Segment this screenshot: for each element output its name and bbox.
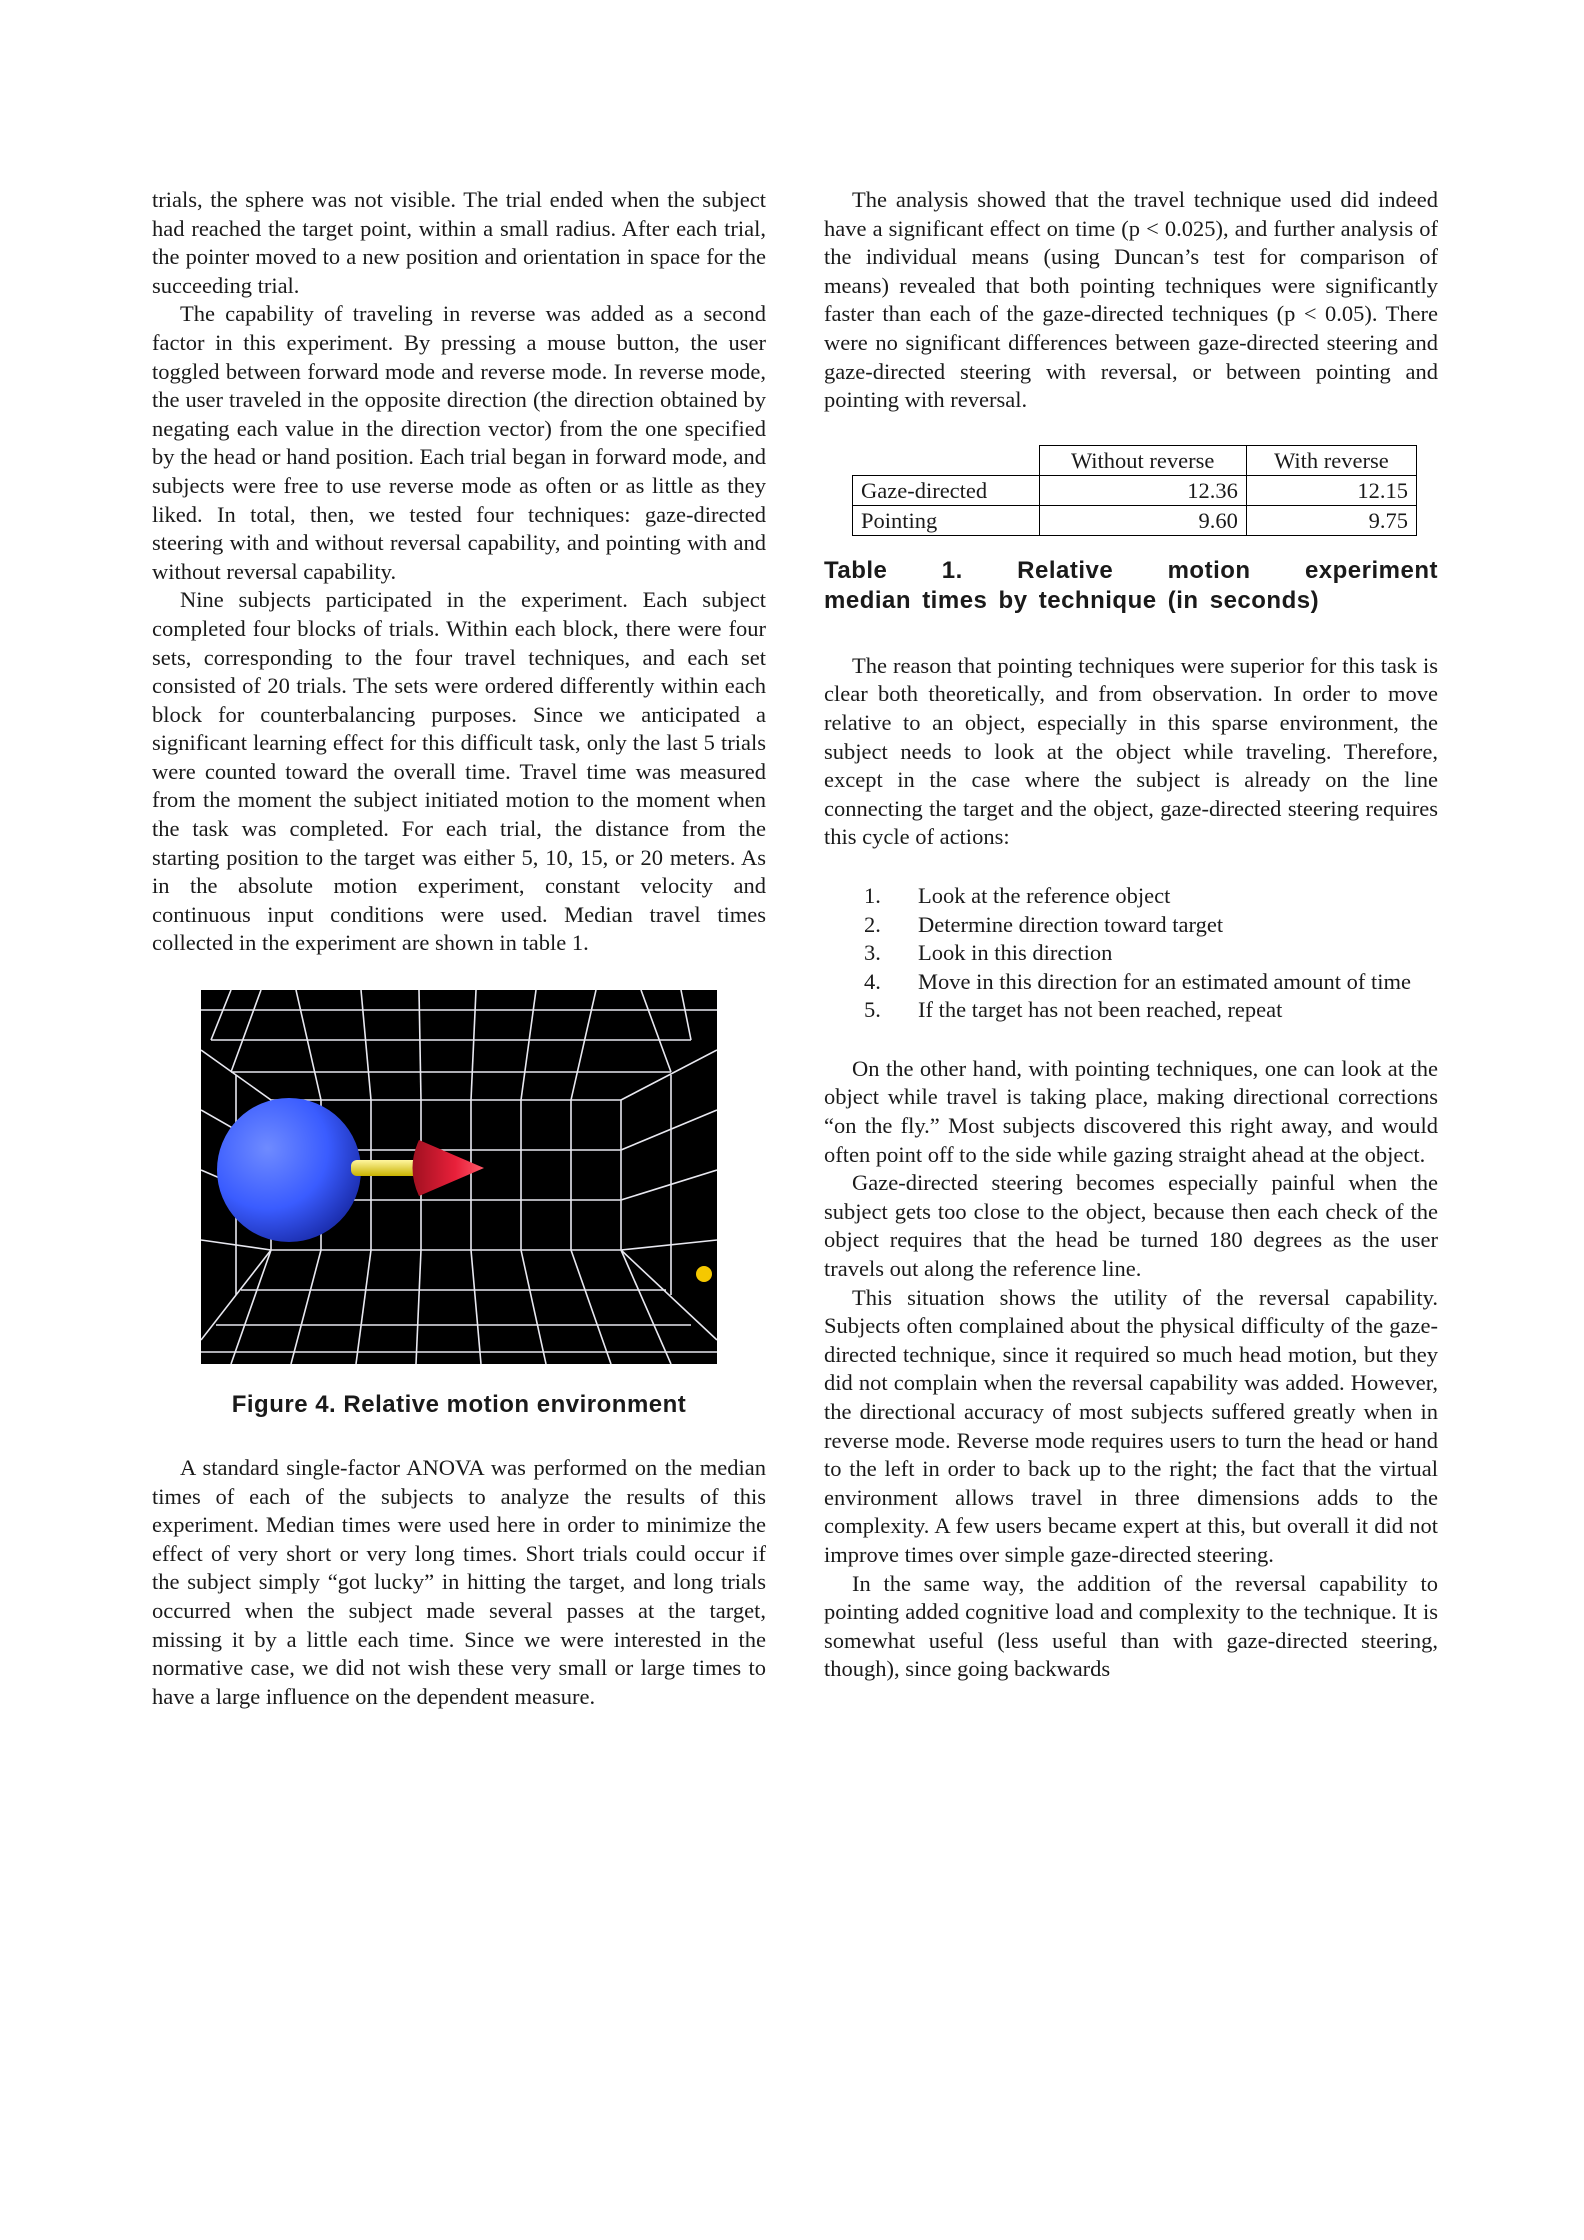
table-header-cell: Without reverse: [1039, 445, 1246, 475]
arrow-shaft: [351, 1160, 423, 1176]
table-corner-cell: [853, 445, 1040, 475]
list-number: 1.: [864, 882, 881, 908]
table-row-label: Pointing: [853, 505, 1040, 535]
action-steps-list: [824, 882, 1438, 1025]
figure-relative-motion-environment: [201, 990, 717, 1364]
results-table: [852, 445, 1417, 536]
paragraph: The capability of traveling in reverse was added as a second factor in this experiment. By pressing a mouse button, the user toggled between forward mode and reverse mode. In reverse mode, the user traveled in the opposite direction (the direction obtained by negating each value in the direction vector) from the one specified by the head or hand position. Each trial began in forward mode, and subjects were free to use reverse mode as often or as little as they liked. In total, then, we tested four techniques: gaze-directed steering with and without reversal capability, and pointing with and without reversal capability.: [152, 301, 766, 584]
figure-caption: Figure 4. Relative motion environment: [231, 1391, 687, 1419]
table-row: [853, 475, 1417, 505]
figure-render: [201, 990, 717, 1364]
paragraph: In the same way, the addition of the reversal capability to pointing added cognitive load and complexity to the technique. It is somewhat useful (less useful than with gaze-directed steering, though), since going backwards: [824, 1570, 1438, 1682]
list-number: 2.: [864, 911, 881, 937]
list-text: Move in this direction for an estimated amount of time: [918, 968, 1412, 994]
list-text: Look in this direction: [918, 940, 1113, 966]
table-caption-line: median times by technique (in seconds): [824, 586, 1320, 614]
list-item: [824, 968, 1438, 997]
table-header-cell: With reverse: [1246, 445, 1416, 475]
list-number: 5.: [864, 997, 881, 1023]
list-text: Look at the reference object: [918, 882, 1171, 908]
table-header-row: [853, 445, 1417, 475]
list-text: If the target has not been reached, repeat: [918, 997, 1283, 1023]
list-number: 3.: [864, 940, 881, 966]
table-cell: 9.75: [1246, 505, 1416, 535]
paragraph: On the other hand, with pointing techniques, one can look at the object while travel is taking place, making directional corrections “on the fly.” Most subjects discovered this right away, and would often point off to the side while gazing straight ahead at the object.: [824, 1055, 1438, 1167]
paragraph: trials, the sphere was not visible. The trial ended when the subject had reached the target point, within a small radius. After each trial, the pointer moved to a new position and orientation in space for the succeeding trial.: [152, 187, 766, 298]
table-cell: 12.15: [1246, 475, 1416, 505]
paragraph: This situation shows the utility of the reversal capability. Subjects often complained about the physical difficulty of the gaze-directed technique, since it required so much head motion, but they did not complain when the reversal capability was added. However, the directional accuracy of most subjects suffered greatly when in reverse mode. Reverse mode requires users to turn the head or hand to the left in order to back up to the right; the fact that the virtual environment allows travel in three dimensions adds to the complexity. A few users became expert at this, but overall it did not improve times over simple gaze-directed steering.: [824, 1284, 1438, 1567]
list-item: [824, 996, 1438, 1025]
paragraph: Nine subjects participated in the experiment. Each subject completed four blocks of trials. Within each block, there were four sets, corresponding to the four travel techniques, and each set consisted of 20 trials. The sets were ordered differently within each block for counterbalancing purposes. Since we anticipated a significant learning effect for this difficult task, only the last 5 trials were counted toward the overall time. Travel time was measured from the moment the subject initiated motion to the moment when the task was completed. For each trial, the distance from the starting position to the target was either 5, 10, 15, or 20 meters. As in the absolute motion experiment, constant velocity and continuous input conditions were used. Median travel times collected in the experiment are shown in table 1.: [152, 587, 766, 956]
sphere-object: [217, 1098, 361, 1242]
list-item: [824, 939, 1438, 968]
list-number: 4.: [864, 968, 881, 994]
paragraph: A standard single-factor ANOVA was performed on the median times of each of the subjects to analyze the results of this experiment. Median times were used here in order to minimize the effect of very short or very long times. Short trials could occur if the subject simply “got lucky” in hitting the target, and long trials occurred when the subject made several passes at the target, missing it by a little each time. Since we were interested in the normative case, we did not wish these very small or large times to have a large influence on the dependent measure.: [152, 1455, 766, 1709]
paragraph: Gaze-directed steering becomes especially painful when the subject gets too close to the object, because then each check of the object requires that the head be turned 180 degrees as the user travels out along the reference line.: [824, 1170, 1438, 1282]
table-caption: [824, 556, 1438, 616]
left-column: [152, 186, 766, 1711]
list-item: [824, 911, 1438, 940]
list-text: Determine direction toward target: [918, 911, 1224, 937]
right-column: [824, 186, 1438, 1684]
target-dot: [696, 1266, 712, 1282]
table-cell: 9.60: [1039, 505, 1246, 535]
paragraph: The analysis showed that the travel technique used did indeed have a significant effect on time (p < 0.025), and further analysis of the individual means (using Duncan’s test for comparison of means) revealed that both pointing techniques were significantly faster than each of the gaze-directed techniques (p < 0.05). There were no significant differences between gaze-directed steering and gaze-directed steering with reversal, or between pointing and pointing with reversal.: [824, 187, 1438, 413]
list-item: [824, 882, 1438, 911]
table-cell: 12.36: [1039, 475, 1246, 505]
table-row: [853, 505, 1417, 535]
table-caption-line: Table 1. Relative motion experiment: [824, 556, 1438, 584]
paragraph: The reason that pointing techniques were superior for this task is clear both theoretically, and from observation. In order to move relative to an object, especially in this sparse environment, the subject needs to look at the object while traveling. Therefore, except in the case where the subject is already on the line connecting the target and the object, gaze-directed steering requires this cycle of actions:: [824, 652, 1438, 850]
table-row-label: Gaze-directed: [853, 475, 1040, 505]
